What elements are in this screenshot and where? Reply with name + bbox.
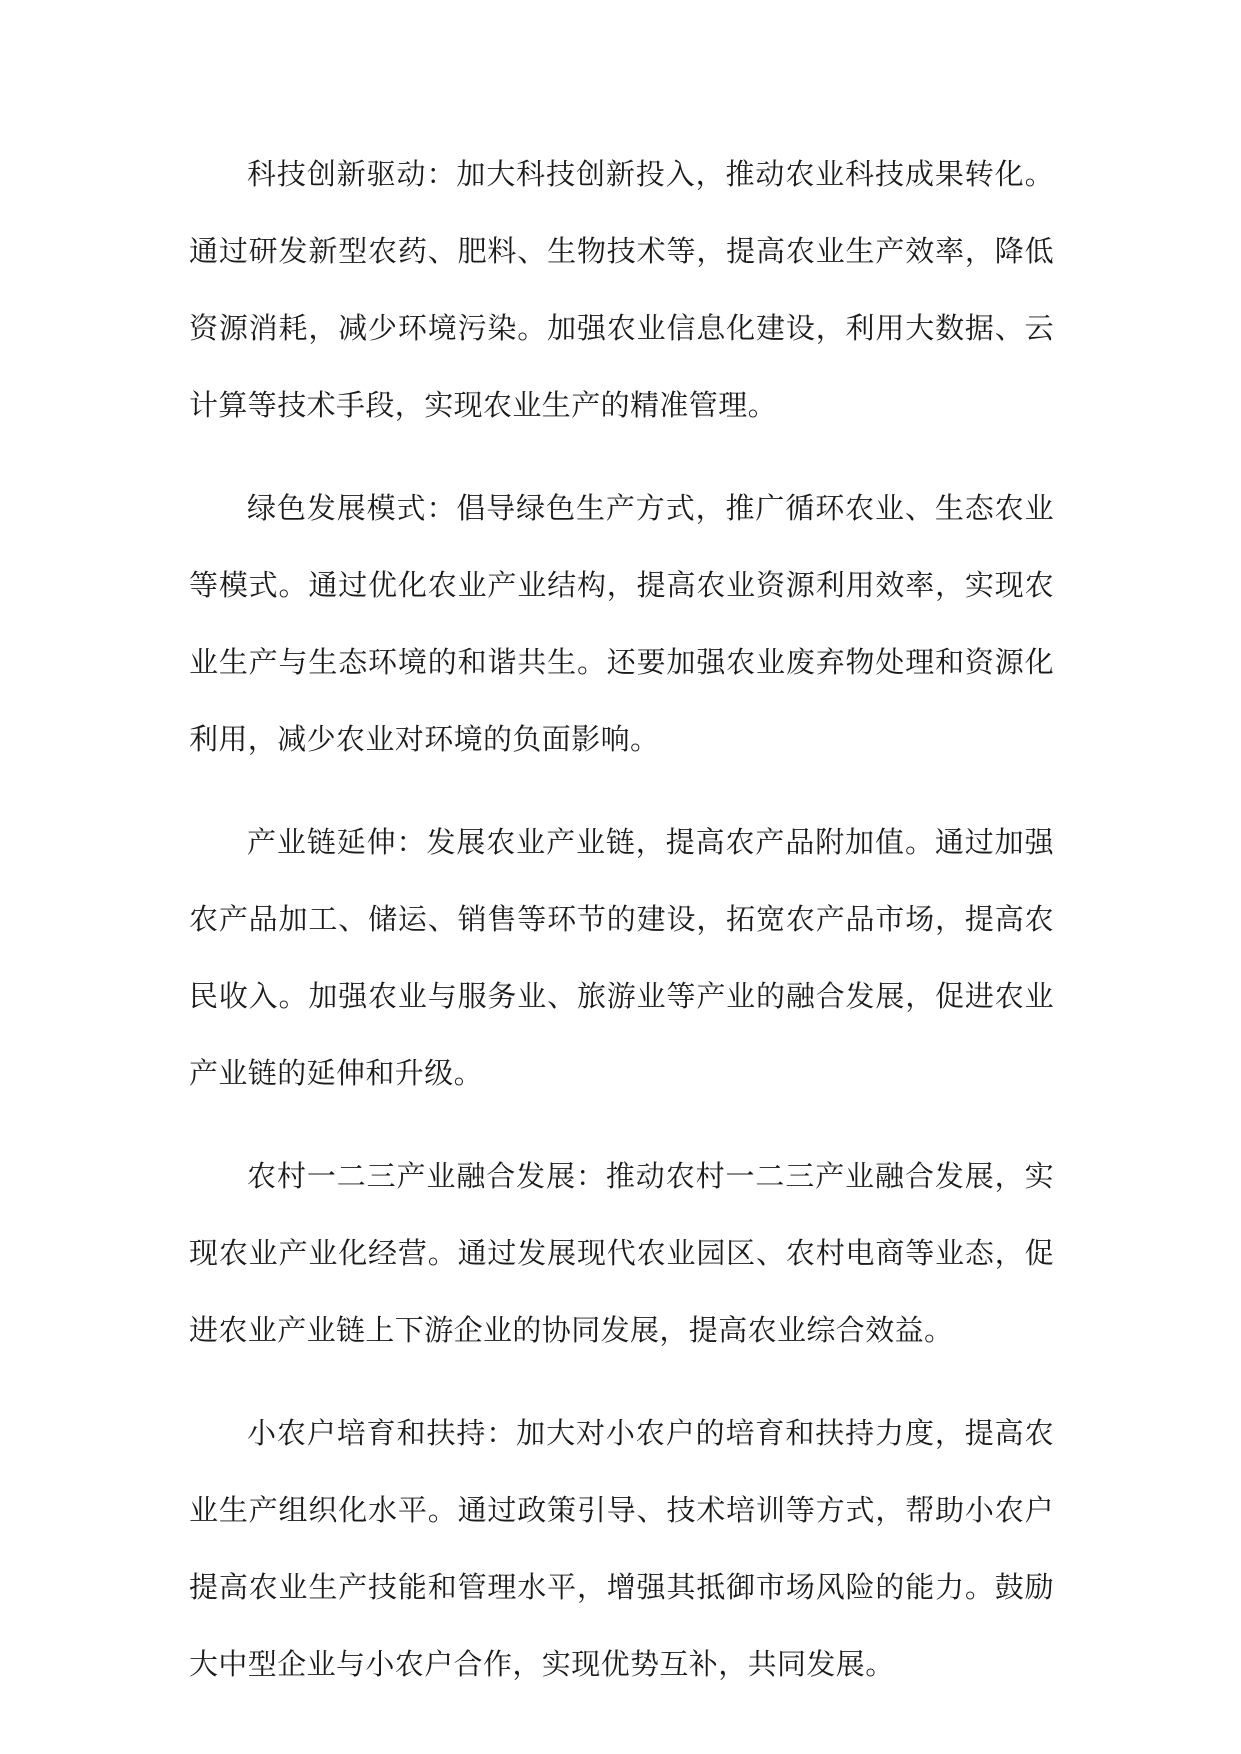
paragraph-smallholder-support: 小农户培育和扶持：加大对小农户的培育和扶持力度，提高农业生产组织化水平。通过政策引导、技术培训等方式，帮助小农户提高农业生产技能和管理水平，增强其抵御市场风险的能力。鼓励大中型企业与小农户合作，实现优势互补，共同发展。 <box>189 1416 1054 1681</box>
paragraph-industry-chain: 产业链延伸：发展农业产业链，提高农产品附加值。通过加强农产品加工、储运、销售等环节的建设，拓宽农产品市场，提高农民收入。加强农业与服务业、旅游业等产业的融合发展，促进农业产业链的延伸和升级。 <box>189 825 1054 1090</box>
paragraph-tech-innovation: 科技创新驱动：加大科技创新投入，推动农业科技成果转化。通过研发新型农药、肥料、生物技术等，提高农业生产效率，降低资源消耗，减少环境污染。加强农业信息化建设，利用大数据、云计算等技术手段，实现农业生产的精准管理。 <box>189 157 1054 422</box>
paragraph-industry-integration: 农村一二三产业融合发展：推动农村一二三产业融合发展，实现农业产业化经营。通过发展现代农业园区、农村电商等业态，促进农业产业链上下游企业的协同发展，提高农业综合效益。 <box>189 1159 1054 1347</box>
paragraph-green-development: 绿色发展模式：倡导绿色生产方式，推广循环农业、生态农业等模式。通过优化农业产业结构，提高农业资源利用效率，实现农业生产与生态环境的和谐共生。还要加强农业废弃物处理和资源化利用，减少农业对环境的负面影响。 <box>189 491 1054 756</box>
document-body <box>189 136 1054 1729</box>
